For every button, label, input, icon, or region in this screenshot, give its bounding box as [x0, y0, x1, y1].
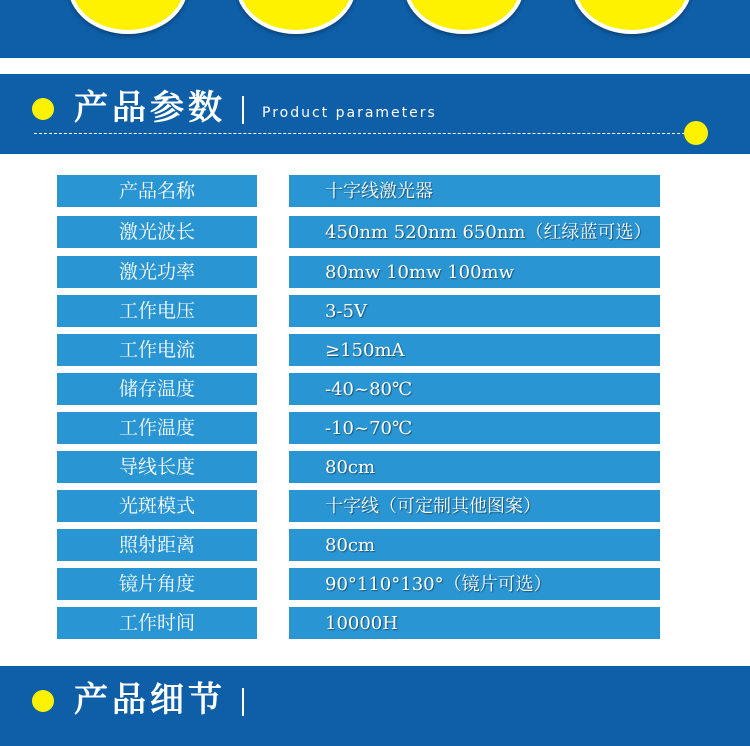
param-label-cell: [57, 373, 257, 405]
details-section-header: [0, 666, 750, 746]
feature-badge-1: [68, 0, 188, 34]
param-value: 3-5V: [325, 301, 367, 322]
param-value-cell: [289, 334, 660, 366]
top-banner: [0, 0, 750, 58]
param-label: 产品名称: [118, 180, 195, 202]
feature-badge-3: [404, 0, 524, 34]
param-value-cell: [289, 529, 660, 561]
param-value-cell: [289, 568, 660, 600]
param-value-cell: [289, 412, 660, 444]
param-label-cell: [57, 175, 257, 207]
param-value: 80mw 10mw 100mw: [325, 262, 515, 283]
param-value: 80cm: [325, 535, 376, 556]
title-separator: [242, 688, 244, 716]
param-value: 十字线激光器: [325, 181, 433, 202]
param-label: 光斑模式: [118, 495, 195, 517]
params-section-header: [0, 74, 750, 154]
feature-badge-4: [572, 0, 692, 34]
param-value: 10000H: [325, 613, 398, 634]
param-label-cell: [57, 568, 257, 600]
param-value: 450nm 520nm 650nm（红绿蓝可选）: [325, 222, 652, 243]
param-value-cell: [289, 216, 660, 248]
param-label: 镜片角度: [118, 573, 195, 595]
param-label-cell: [57, 607, 257, 639]
param-label-cell: [57, 412, 257, 444]
title-separator: [242, 96, 244, 124]
param-value-cell: [289, 451, 660, 483]
bullet-dot-icon: [32, 690, 54, 712]
bullet-dot-icon: [32, 98, 54, 120]
param-label-cell: [57, 529, 257, 561]
param-label: 照射距离: [118, 534, 195, 556]
param-label: 工作电流: [118, 339, 195, 361]
params-section-subtitle: Product parameters: [262, 105, 437, 121]
param-value: ≥150mA: [325, 340, 405, 361]
param-value: -10~70℃: [325, 418, 413, 439]
param-value-cell: [289, 175, 660, 207]
param-value-cell: [289, 490, 660, 522]
param-label: 工作电压: [118, 300, 195, 322]
param-value: 90°110°130°（镜片可选）: [325, 574, 552, 595]
param-label-cell: [57, 451, 257, 483]
bullet-dot-icon: [684, 121, 708, 145]
params-section-title: 产品参数: [74, 88, 226, 128]
param-value-cell: [289, 256, 660, 288]
param-label-cell: [57, 216, 257, 248]
param-label: 工作温度: [118, 417, 195, 439]
param-label: 工作时间: [118, 612, 195, 634]
param-value-cell: [289, 607, 660, 639]
param-value: 十字线（可定制其他图案）: [325, 496, 541, 517]
param-label: 激光功率: [118, 261, 195, 283]
param-value: 80cm: [325, 457, 376, 478]
param-label-cell: [57, 490, 257, 522]
param-label: 储存温度: [118, 378, 195, 400]
dashed-rule: [34, 133, 690, 134]
param-value-cell: [289, 295, 660, 327]
param-label: 导线长度: [118, 456, 195, 478]
feature-badge-2: [236, 0, 356, 34]
divider: [0, 58, 750, 74]
param-label-cell: [57, 334, 257, 366]
details-section-title: 产品细节: [74, 680, 226, 720]
param-label-cell: [57, 256, 257, 288]
param-label-cell: [57, 295, 257, 327]
param-value: -40~80℃: [325, 379, 413, 400]
param-value-cell: [289, 373, 660, 405]
param-label: 激光波长: [118, 221, 195, 243]
